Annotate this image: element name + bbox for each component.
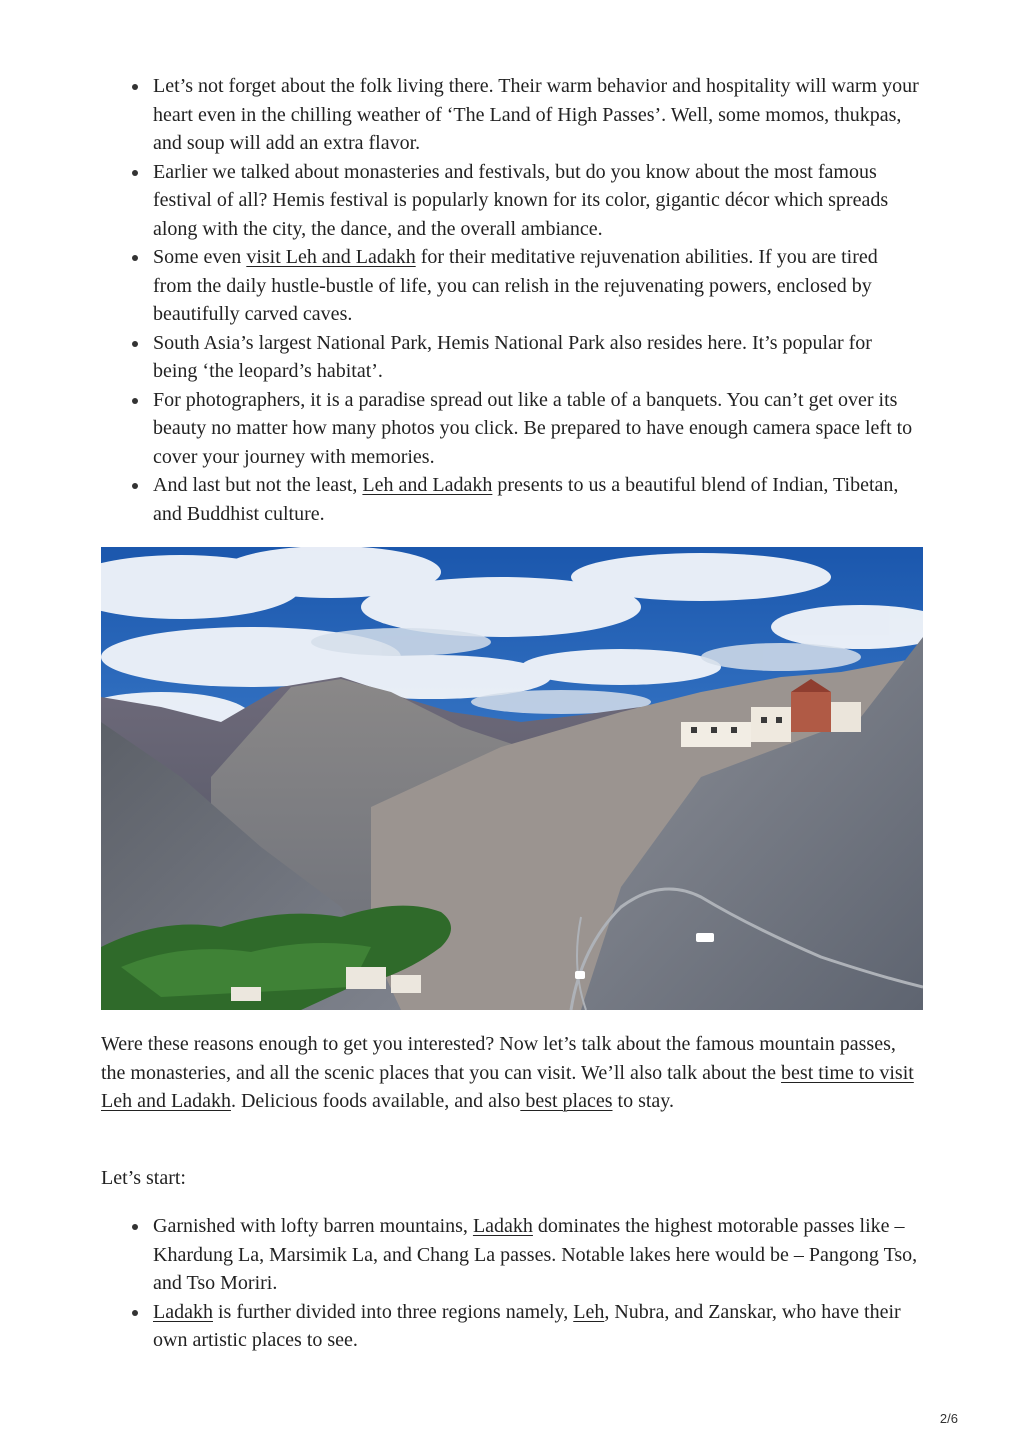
list-item-text: South Asia’s largest National Park, Hemis National Park also resides here. It’s popular for being ‘the leopard’s habitat’. xyxy=(153,331,872,382)
list-item xyxy=(130,1298,920,1355)
list-item xyxy=(130,72,920,158)
paragraph-lets-start: Let’s start: xyxy=(101,1167,186,1189)
link-ladakh[interactable]: Ladakh xyxy=(153,1300,213,1323)
paragraph-text: to stay. xyxy=(612,1090,674,1112)
bullet-list-regions xyxy=(130,1212,920,1355)
paragraph-intro xyxy=(101,1030,921,1116)
link-visit-leh-ladakh[interactable]: visit Leh and Ladakh xyxy=(246,246,416,268)
link-ladakh[interactable]: Ladakh xyxy=(472,1215,533,1237)
mountain-monastery-photo xyxy=(101,547,923,1010)
bullet-list-reasons xyxy=(130,72,920,528)
list-item-text-post: , Nubra, and Zanskar, who have their own artistic places to see. xyxy=(153,1300,901,1351)
list-item-text-pre: Some even xyxy=(153,246,247,268)
page-number: 2/6 xyxy=(939,1411,958,1426)
list-item xyxy=(130,329,920,386)
list-item-text: For photographers, it is a paradise spread out like a table of a banquets. You can’t get over its beauty no matter how many photos you click. Be prepared to have enough camera space left to cover your journey with memories. xyxy=(153,388,913,468)
list-item-text-post: presents to us a beautiful blend of Indian, Tibetan, and Buddhist culture. xyxy=(153,474,899,525)
list-item-text-pre: Garnished with lofty barren mountains, xyxy=(153,1215,473,1237)
list-item xyxy=(130,471,920,528)
list-item-text-post: dominates the highest motorable passes like – Khardung La, Marsimik La, and Chang La passes. Notable lakes here would be – Pangong Tso, and Tso Moriri. xyxy=(153,1215,918,1294)
list-item xyxy=(130,386,920,472)
link-leh-ladakh[interactable]: Leh and Ladakh xyxy=(362,474,493,496)
list-item-text-pre: And last but not the least, xyxy=(153,474,363,496)
list-item-text: Let’s not forget about the folk living there. Their warm behavior and hospitality will warm your heart even in the chilling weather of ‘The Land of High Passes’. Well, some momos, thukpas, and soup will add an extra flavor. xyxy=(153,75,919,154)
list-item xyxy=(130,243,920,329)
link-leh[interactable]: Leh xyxy=(573,1300,605,1323)
link-best-places[interactable]: best places xyxy=(520,1090,613,1112)
list-item-text-mid: is further divided into three regions namely, xyxy=(212,1300,574,1323)
list-item xyxy=(130,158,920,244)
list-item xyxy=(130,1212,920,1298)
paragraph-text: Were these reasons enough to get you interested? Now let’s talk about the famous mountain passes, the monasteries, and all the scenic places that you can visit. We’ll also talk about the xyxy=(101,1033,896,1084)
paragraph-text: . Delicious foods available, and also xyxy=(230,1090,521,1112)
link-best-time-to-visit[interactable]: best time to visit Leh and Ladakh xyxy=(101,1061,914,1112)
list-item-text-post: for their meditative rejuvenation abilities. If you are tired from the daily hustle-bustle of life, you can relish in the rejuvenating powers, enclosed by beautifully carved caves. xyxy=(153,246,878,325)
list-item-text: Earlier we talked about monasteries and festivals, but do you know about the most famous festival of all? Hemis festival is popularly known for its color, gigantic décor which spreads along with the city, the dance, and the overall ambiance. xyxy=(153,160,889,240)
